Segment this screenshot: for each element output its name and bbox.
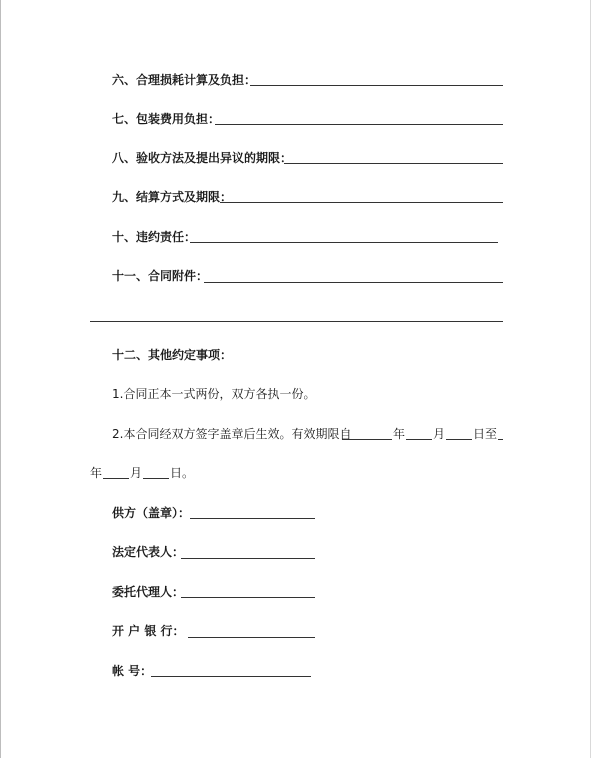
bank-label: 开 户 银 行： — [112, 624, 185, 638]
end-day-blank[interactable] — [143, 478, 169, 479]
clause-9-blank[interactable] — [220, 202, 503, 203]
start-day-to: 日至 — [473, 427, 498, 441]
clause-11-blank[interactable] — [204, 282, 503, 283]
other-item-2-prefix: 2.本合同经双方签字盖章后生效。有效期限自 — [112, 427, 352, 441]
legal-representative-label: 法定代表人： — [112, 545, 185, 559]
account-blank[interactable] — [151, 676, 311, 677]
end-month-unit: 月 — [130, 466, 143, 480]
end-year-blank-start[interactable] — [498, 439, 503, 440]
end-year-unit: 年 — [90, 466, 103, 480]
clause-6-blank[interactable] — [250, 85, 503, 86]
start-month-unit: 月 — [433, 427, 446, 441]
end-month-blank[interactable] — [103, 478, 129, 479]
clause-11-continuation-blank[interactable] — [90, 321, 503, 322]
clause-8-label: 八、验收方法及提出异议的期限： — [112, 151, 293, 165]
clause-6-label: 六、合理损耗计算及负担： — [112, 73, 257, 87]
authorized-agent-blank[interactable] — [181, 597, 315, 598]
authorized-agent-label: 委托代理人： — [112, 585, 185, 599]
legal-representative-blank[interactable] — [181, 558, 315, 559]
start-day-blank[interactable] — [446, 439, 472, 440]
start-month-blank[interactable] — [406, 439, 432, 440]
start-year-unit: 年 — [393, 427, 406, 441]
clause-11-label: 十一、合同附件： — [112, 269, 209, 283]
clause-9-label: 九、结算方式及期限： — [112, 190, 233, 204]
clause-10-blank[interactable] — [190, 242, 498, 243]
clause-7-label: 七、包装费用负担： — [112, 112, 221, 126]
account-label: 帐 号： — [112, 664, 153, 678]
clause-10-label: 十、违约责任： — [112, 230, 197, 244]
bank-blank[interactable] — [188, 637, 315, 638]
supplier-seal-blank[interactable] — [190, 518, 315, 519]
clause-12-heading: 十二、其他约定事项： — [112, 348, 233, 362]
clause-8-blank[interactable] — [284, 163, 503, 164]
end-day-unit: 日。 — [170, 466, 195, 480]
clause-7-blank[interactable] — [215, 124, 503, 125]
other-item-1: 1.合同正本一式两份，双方各执一份。 — [112, 387, 316, 401]
start-year-blank[interactable] — [342, 439, 392, 440]
page-left-edge — [0, 0, 1, 758]
supplier-seal-label: 供方（盖章）： — [112, 506, 191, 520]
